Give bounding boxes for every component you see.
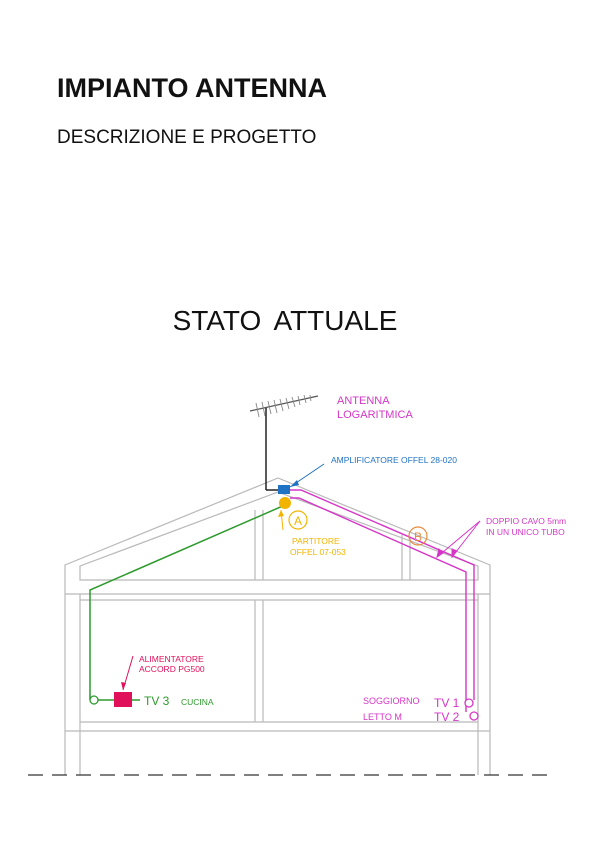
amplifier-icon — [278, 485, 290, 494]
antenna-icon — [250, 395, 318, 490]
antenna-label-2: LOGARITMICA — [337, 409, 413, 421]
page-subtitle: DESCRIZIONE E PROGETTO — [57, 127, 317, 148]
cable-note-line1: DOPPIO CAVO 5mm — [486, 516, 567, 526]
splitter-label-1: PARTITORE — [292, 536, 340, 546]
cable-b-inner — [290, 498, 466, 712]
tv3-socket-icon — [90, 696, 98, 704]
power-supply-arrow-icon — [121, 682, 126, 690]
tv1-label: TV 1 — [434, 696, 460, 710]
building-outline — [65, 478, 490, 775]
splitter-label-2: OFFEL 07-053 — [290, 547, 346, 557]
page-title: IMPIANTO ANTENNA — [57, 73, 327, 103]
power-supply-icon — [114, 692, 132, 707]
marker-b-label: B — [413, 530, 423, 544]
kitchen-label: CUCINA — [181, 697, 214, 707]
cable-b-outer — [290, 490, 474, 700]
marker-a-label: A — [293, 514, 303, 528]
amplifier-label: AMPLIFICATORE OFFEL 28-020 — [331, 455, 457, 465]
antenna-label-1: ANTENNA — [337, 395, 390, 407]
tv2-label: TV 2 — [434, 710, 460, 724]
cable-note-line2: IN UN UNICO TUBO — [486, 527, 565, 537]
splitter-icon — [279, 497, 291, 509]
tv3-label: TV 3 — [144, 694, 170, 708]
power-supply-label-1: ALIMENTATORE — [139, 654, 204, 664]
tv1-socket-icon — [465, 699, 473, 707]
tv2-socket-icon — [470, 712, 478, 720]
power-supply-label-2: ACCORD PG500 — [139, 664, 205, 674]
living-room-label: SOGGIORNO — [363, 696, 420, 706]
bedroom-label: LETTO M — [363, 712, 402, 722]
splitter-arrow-icon — [278, 510, 284, 517]
section-title: STATO ATTUALE — [172, 305, 398, 336]
